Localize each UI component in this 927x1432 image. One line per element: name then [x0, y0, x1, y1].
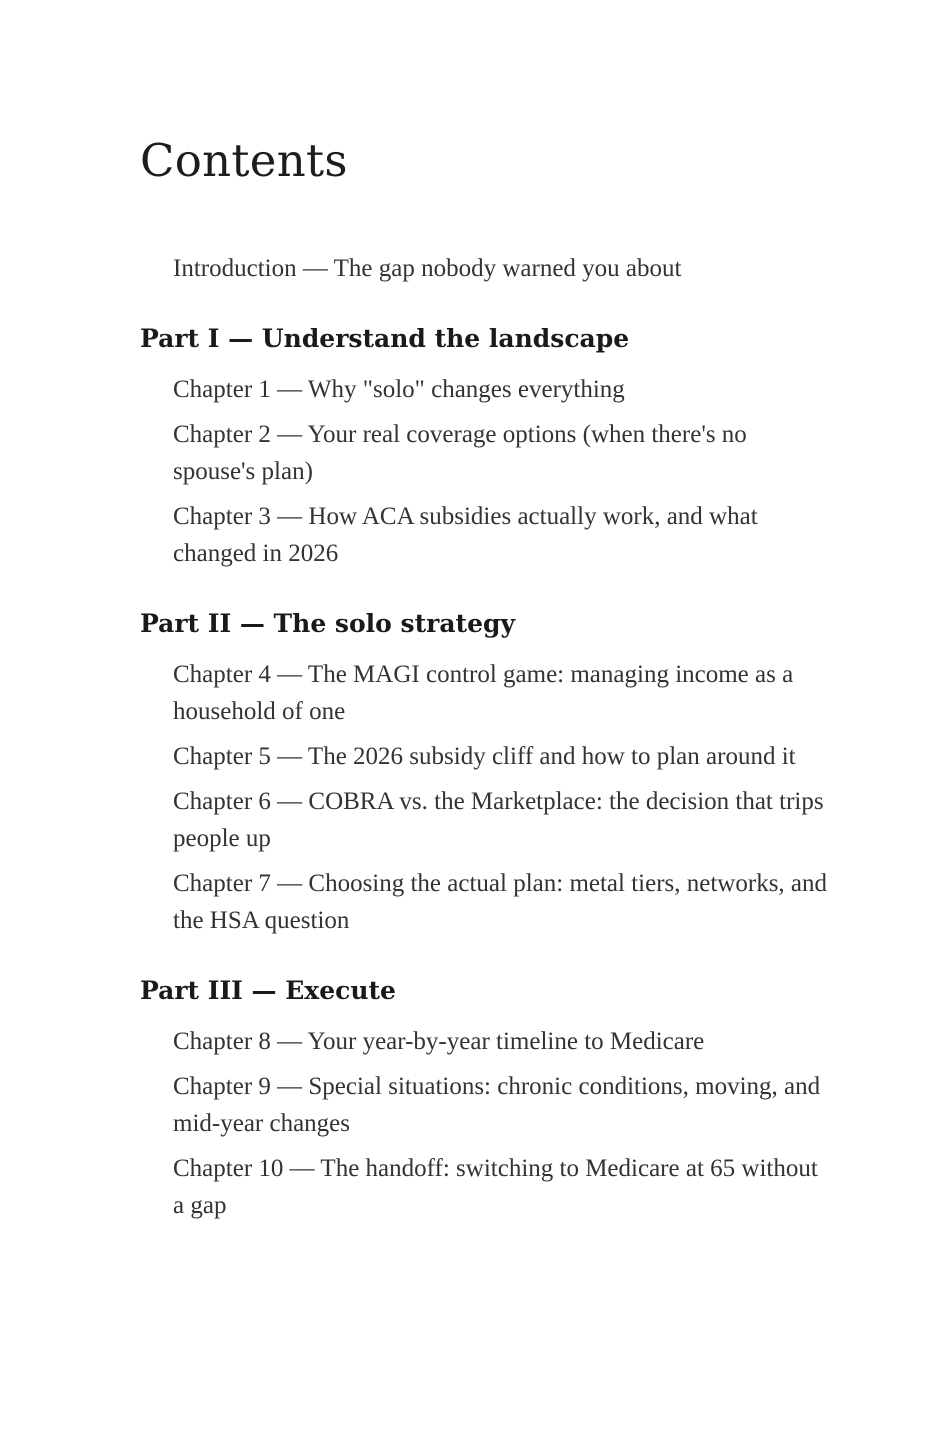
toc-entry-chapter-9[interactable]: Chapter 9 — Special situations: chronic conditions, moving, and mid-year changes	[173, 1073, 821, 1137]
toc-entry-chapter-4[interactable]: Chapter 4 — The MAGI control game: managing income as a household of one	[173, 661, 794, 725]
page-title: Contents	[140, 134, 348, 187]
part-heading[interactable]: Part I — Understand the landscape	[140, 324, 630, 353]
toc-entry-chapter-5[interactable]: Chapter 5 — The 2026 subsidy cliff and how to plan around it	[173, 743, 796, 770]
contents-page	[140, 130, 840, 1232]
chapter-list	[140, 371, 840, 572]
toc-entry-chapter-8[interactable]: Chapter 8 — Your year-by-year timeline to Medicare	[173, 1028, 705, 1055]
toc-entry-chapter-1[interactable]: Chapter 1 — Why "solo" changes everything	[173, 376, 625, 403]
part-heading[interactable]: Part II — The solo strategy	[140, 609, 516, 638]
toc-entry-chapter-7[interactable]: Chapter 7 — Choosing the actual plan: metal tiers, networks, and the HSA question	[173, 870, 828, 934]
toc-entry-chapter-3[interactable]: Chapter 3 — How ACA subsidies actually work, and what changed in 2026	[173, 503, 758, 567]
toc-entry-chapter-2[interactable]: Chapter 2 — Your real coverage options (when there's no spouse's plan)	[173, 421, 747, 485]
toc-part-3	[140, 971, 840, 1224]
toc-entry-chapter-6[interactable]: Chapter 6 — COBRA vs. the Marketplace: the decision that trips people up	[173, 788, 824, 852]
toc-entry-chapter-10[interactable]: Chapter 10 — The handoff: switching to Medicare at 65 without a gap	[173, 1155, 818, 1219]
toc-part-1	[140, 319, 840, 572]
chapter-list	[140, 1023, 840, 1224]
toc-entry-introduction[interactable]: Introduction — The gap nobody warned you about	[173, 255, 682, 282]
chapter-list	[140, 656, 840, 939]
part-heading[interactable]: Part III — Execute	[140, 976, 396, 1005]
toc-part-2	[140, 604, 840, 939]
